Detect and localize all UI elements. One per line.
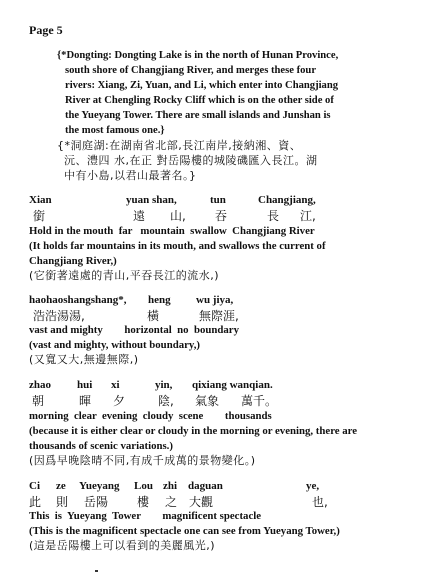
hanzi-char: 山, [170, 209, 186, 223]
hanzi-char: 江, [300, 209, 316, 223]
footnote-zh-line: 沅、澧四 水,在正 對岳陽樓的城陵磯匯入長江。湖 [64, 154, 318, 167]
hanzi-char: 浩浩湯湯, [33, 309, 85, 323]
pinyin-word: zhao [29, 379, 51, 391]
hanzi-char: 岳陽 [84, 495, 109, 509]
pinyin-word: Yueyang [79, 480, 120, 492]
pinyin-word: Ci [29, 480, 40, 492]
chinese-paraphrase: (這是岳陽樓上可以看到的美麗風光,) [29, 539, 216, 552]
scan-mark [95, 570, 98, 572]
hanzi-char: 遠 [133, 209, 146, 223]
hanzi-char: 暉 [79, 394, 92, 408]
page-number: Page 5 [29, 23, 63, 37]
pinyin-word: Lou [134, 480, 153, 492]
hanzi-char: 氣象 [195, 394, 220, 408]
translation-line: (because it is either clear or cloudy in the morning or evening, there are [29, 425, 358, 437]
chinese-paraphrase: (它銜著遠處的青山,平吞長江的流水,) [29, 269, 220, 282]
pinyin-word: Xian [29, 194, 52, 206]
pinyin-word: Changjiang, [258, 194, 316, 206]
translation-line: thousands of scenic variations.) [29, 440, 173, 452]
footnote-zh-line: 中有小島,以君山最著名。} [64, 169, 197, 182]
pinyin-word: wu jiya, [196, 294, 234, 306]
pinyin-word: ze [56, 480, 66, 492]
pinyin-word: tun [210, 194, 226, 206]
footnote-en-line: River at Chengling Rocky Cliff which is on the other side of [65, 95, 334, 106]
pinyin-word: ye, [306, 480, 320, 492]
footnote-en-line: the most famous one.} [65, 125, 165, 136]
hanzi-char: 長 [267, 209, 280, 223]
pinyin-word: yin, [155, 379, 173, 391]
footnote-en-line: rivers: Xiang, Zi, Yuan, and Li, which enter into Changjiang [65, 80, 339, 91]
hanzi-char: 也, [312, 495, 328, 509]
footnote-en-line: the Yueyang Tower. There are small islands and Junshan is [65, 110, 331, 121]
hanzi-char: 夕 [113, 394, 126, 408]
hanzi-char: 橫 [147, 309, 160, 323]
hanzi-char: 朝 [32, 394, 45, 408]
pinyin-word: zhi [163, 480, 178, 492]
pinyin-word: haohaoshangshang*, [29, 294, 127, 306]
hanzi-char: 無際涯, [199, 309, 239, 323]
chinese-paraphrase: (因爲早晚陰晴不同,有成千成萬的景物變化。) [29, 454, 256, 467]
translation-line: (vast and mighty, without boundary,) [29, 339, 200, 351]
translation-line: (This is the magnificent spectacle one can see from Yueyang Tower,) [29, 525, 340, 537]
hanzi-char: 之 [165, 495, 178, 509]
hanzi-char: 吞 [215, 209, 228, 223]
pinyin-word: xi [111, 379, 120, 391]
translation-line: (It holds far mountains in its mouth, and swallows the current of [29, 240, 326, 252]
hanzi-char: 萬千。 [241, 394, 278, 408]
hanzi-char: 大觀 [189, 495, 214, 509]
translation-line: Changjiang River,) [29, 255, 117, 267]
chinese-paraphrase: (又寬又大,無邊無際,) [29, 353, 139, 366]
gloss-line: vast and mighty horizontal no boundary [29, 324, 239, 336]
hanzi-char: 銜 [33, 209, 46, 223]
pinyin-word: qixiang wanqian. [192, 379, 273, 391]
pinyin-word: hui [77, 379, 93, 391]
gloss-line: morning clear evening cloudy scene thousands [29, 410, 272, 422]
hanzi-char: 陰, [158, 394, 174, 408]
pinyin-word: daguan [188, 480, 223, 492]
hanzi-char: 此 [29, 495, 42, 509]
pinyin-word: yuan shan, [126, 194, 177, 206]
hanzi-char: 則 [56, 495, 69, 509]
gloss-line: Hold in the mouth far mountain swallow Changjiang River [29, 225, 315, 237]
pinyin-word: heng [148, 294, 171, 306]
footnote-en-line: south shore of Changjiang River, and merges these four [65, 65, 317, 76]
footnote-en-line: {*Dongting: Dongting Lake is in the north of Hunan Province, [57, 50, 339, 61]
hanzi-char: 樓 [137, 495, 150, 509]
gloss-line: This is Yueyang Tower magnificent spectacle [29, 510, 262, 522]
footnote-zh-line: {*洞庭湖:在湖南省北部,長江南岸,接納湘、資、 [57, 139, 302, 152]
